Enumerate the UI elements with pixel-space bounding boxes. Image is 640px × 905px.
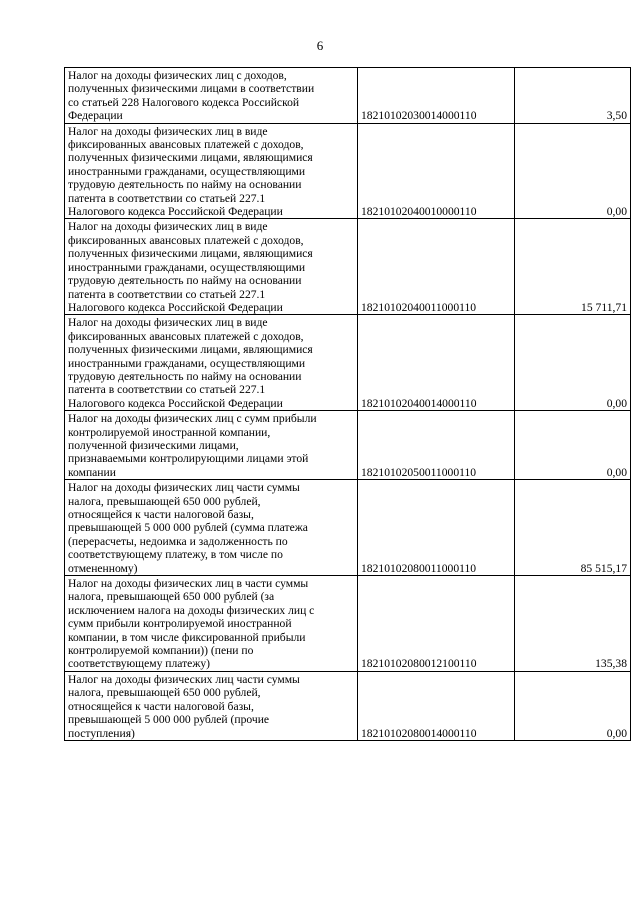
tax-name-line: превышающей 5 000 000 рублей (сумма платежа bbox=[68, 521, 308, 535]
amount-cell: 0,00 bbox=[515, 671, 631, 740]
table-row bbox=[65, 576, 631, 672]
tax-name-line: контролируемой иностранной компании, bbox=[68, 425, 271, 439]
tax-name-line: Налог на доходы физических лиц части суммы bbox=[68, 481, 300, 495]
budget-code-cell: 18210102030014000110 bbox=[358, 68, 515, 124]
tax-name-line: фиксированных авансовых платежей с доходов, bbox=[68, 329, 304, 343]
tax-name-line: фиксированных авансовых платежей с доходов, bbox=[68, 138, 304, 152]
tax-name-line: Налог на доходы физических лиц в виде bbox=[68, 316, 268, 330]
tax-name-line: Налог на доходы физических лиц в виде bbox=[68, 124, 268, 138]
tax-name-line: полученных физическими лицами в соответствии bbox=[68, 82, 315, 96]
tax-name-cell bbox=[65, 480, 358, 576]
table-row bbox=[65, 480, 631, 576]
tax-name-line: исключением налога на доходы физических лиц с bbox=[68, 603, 315, 617]
budget-code-cell: 18210102040014000110 bbox=[358, 315, 515, 411]
tax-name-line: поступления) bbox=[68, 726, 135, 740]
revenue-table bbox=[64, 67, 631, 741]
tax-name-line: иностранными гражданами, осуществляющими bbox=[68, 164, 306, 178]
budget-code-cell: 18210102080014000110 bbox=[358, 671, 515, 740]
tax-name-line: фиксированных авансовых платежей с доходов, bbox=[68, 233, 304, 247]
tax-name-line: трудовую деятельность по найму на основании bbox=[68, 274, 302, 288]
budget-code-cell: 18210102080011000110 bbox=[358, 480, 515, 576]
budget-code-cell: 18210102040011000110 bbox=[358, 219, 515, 315]
tax-name-cell bbox=[65, 123, 358, 219]
tax-name-cell bbox=[65, 576, 358, 672]
tax-name-line: Налог на доходы физических лиц в части суммы bbox=[68, 577, 309, 591]
tax-name-line: компании bbox=[68, 465, 116, 479]
tax-name-cell bbox=[65, 411, 358, 480]
tax-name-line: полученных физическими лицами, являющимися bbox=[68, 247, 313, 261]
tax-name-line: соответствующему платежу, в том числе по bbox=[68, 548, 283, 562]
tax-name-line: трудовую деятельность по найму на основании bbox=[68, 178, 302, 192]
tax-name-line: относящейся к части налоговой базы, bbox=[68, 699, 254, 713]
table-row bbox=[65, 411, 631, 480]
table-row bbox=[65, 315, 631, 411]
table-row bbox=[65, 671, 631, 740]
table-body bbox=[65, 68, 631, 741]
budget-code-cell: 18210102050011000110 bbox=[358, 411, 515, 480]
table-row bbox=[65, 219, 631, 315]
tax-name-line: (перерасчеты, недоимка и задолженность по bbox=[68, 534, 288, 548]
tax-name-line: относящейся к части налоговой базы, bbox=[68, 508, 254, 521]
amount-cell: 15 711,71 bbox=[515, 219, 631, 315]
budget-code-cell: 18210102040010000110 bbox=[358, 123, 515, 219]
tax-name-line: полученных физическими лицами, являющимися bbox=[68, 151, 313, 165]
tax-name-line: налога, превышающей 650 000 рублей (за bbox=[68, 590, 275, 604]
amount-cell: 85 515,17 bbox=[515, 480, 631, 576]
page-number: 6 bbox=[316, 38, 324, 53]
budget-code-cell: 18210102080012100110 bbox=[358, 576, 515, 672]
tax-name-line: трудовую деятельность по найму на основании bbox=[68, 369, 302, 383]
tax-name-line: Налогового кодекса Российской Федерации bbox=[68, 300, 283, 314]
tax-name-line: Налог на доходы физических лиц части суммы bbox=[68, 672, 300, 686]
tax-name-line: налога, превышающей 650 000 рублей, bbox=[68, 494, 261, 508]
table-row bbox=[65, 123, 631, 219]
tax-name-line: Налог на доходы физических лиц в виде bbox=[68, 220, 268, 234]
tax-name-line: соответствующему платежу) bbox=[68, 657, 210, 671]
tax-name-line: налога, превышающей 650 000 рублей, bbox=[68, 686, 261, 700]
amount-cell: 135,38 bbox=[515, 576, 631, 672]
tax-name-cell bbox=[65, 219, 358, 315]
tax-name-cell bbox=[65, 671, 358, 740]
tax-name-line: превышающей 5 000 000 рублей (прочие bbox=[68, 713, 270, 727]
tax-name-line: сумм прибыли контролируемой иностранной bbox=[68, 617, 292, 631]
tax-name-line: патента в соответствии со статьей 227.1 bbox=[68, 383, 266, 397]
tax-name-line: иностранными гражданами, осуществляющими bbox=[68, 260, 306, 274]
tax-name-line: полученной физическими лицами, bbox=[68, 438, 239, 452]
amount-cell: 0,00 bbox=[515, 411, 631, 480]
tax-name-line: Федерации bbox=[68, 109, 123, 123]
tax-name-line: признаваемыми контролирующими лицами этой bbox=[68, 452, 309, 466]
amount-cell: 3,50 bbox=[515, 68, 631, 124]
tax-name-line: патента в соответствии со статьей 227.1 bbox=[68, 287, 266, 301]
tax-name-line: полученных физическими лицами, являющимися bbox=[68, 343, 313, 357]
amount-cell: 0,00 bbox=[515, 315, 631, 411]
tax-name-line: Налог на доходы физических лиц с сумм прибыли bbox=[68, 412, 317, 426]
tax-name-line: отмененному) bbox=[68, 561, 138, 575]
tax-name-line: контролируемой компании)) (пени по bbox=[68, 644, 254, 658]
tax-name-cell bbox=[65, 68, 358, 124]
tax-name-cell bbox=[65, 315, 358, 411]
tax-name-line: Налог на доходы физических лиц с доходов, bbox=[68, 69, 287, 82]
tax-name-line: компании, в том числе фиксированной прибыли bbox=[68, 630, 306, 644]
tax-name-line: Налогового кодекса Российской Федерации bbox=[68, 396, 283, 410]
tax-name-line: иностранными гражданами, осуществляющими bbox=[68, 356, 306, 370]
table-row bbox=[65, 68, 631, 124]
tax-name-line: Налогового кодекса Российской Федерации bbox=[68, 205, 283, 219]
tax-name-line: патента в соответствии со статьей 227.1 bbox=[68, 191, 266, 205]
amount-cell: 0,00 bbox=[515, 123, 631, 219]
tax-name-line: со статьей 228 Налогового кодекса Российской bbox=[68, 95, 300, 109]
